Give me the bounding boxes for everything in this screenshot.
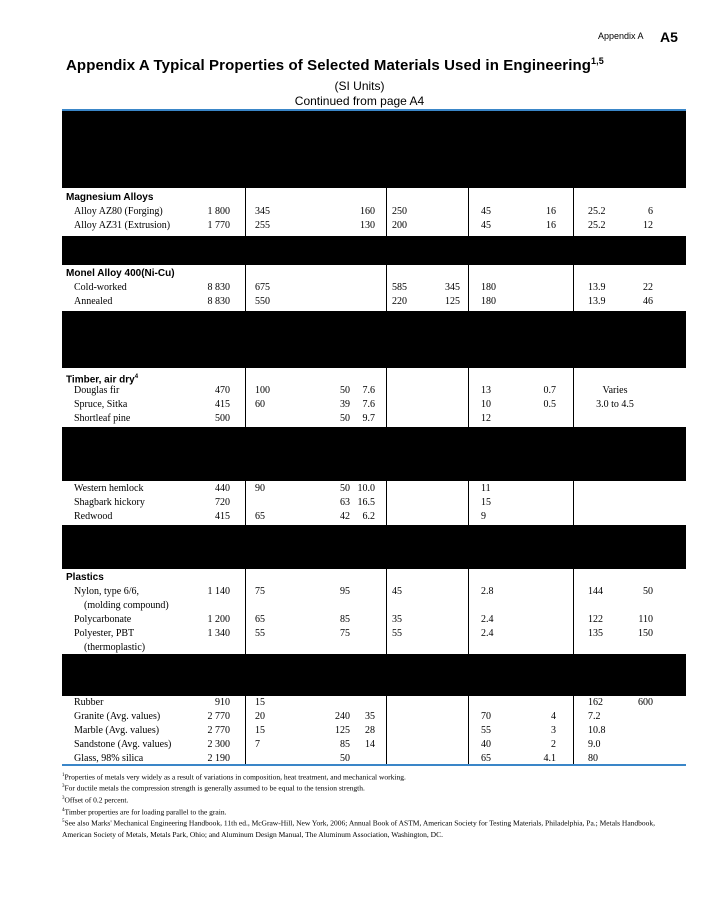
table-cell-c10: 6: [648, 206, 653, 217]
table-cell-c3: 85: [340, 739, 350, 750]
section-heading-text: Monel Alloy 400(Ni-Cu): [66, 268, 175, 279]
footnote-text: For ductile metals the compression strength is generally assumed to be equal to the tension strength.: [64, 783, 365, 793]
material-name: (thermoplastic): [84, 642, 146, 653]
table-cell-c6: 345: [445, 282, 460, 293]
table-cell-c3: 95: [340, 586, 350, 597]
section-heading-text: Magnesium Alloys: [66, 192, 154, 203]
table-cell-c9: 3.0 to 4.5: [596, 399, 634, 410]
table-cell-c7: 2.4: [481, 614, 494, 625]
material-name: Annealed: [74, 296, 113, 307]
table-cell-c3: 240: [335, 711, 350, 722]
table-cell-c5: 585: [392, 282, 407, 293]
footnote-text: Timber properties are for loading parallel to the grain.: [64, 807, 227, 817]
table-cell-c2: 60: [255, 399, 265, 410]
table-cell-c9: 13.9: [588, 282, 606, 293]
table-cell-c9: 9.0: [588, 739, 601, 750]
material-name: Rubber: [74, 697, 104, 708]
table-cell-c2: 7: [255, 739, 260, 750]
page-number: A5: [660, 29, 678, 45]
table-cell-c4: 7.6: [362, 399, 375, 410]
table-cell-c4: 9.7: [362, 413, 375, 424]
material-name: Nylon, type 6/6,: [74, 586, 139, 597]
table-cell-c1: 440: [215, 483, 230, 494]
column-divider: [573, 188, 574, 764]
table-cell-c1: 415: [215, 511, 230, 522]
material-name: Alloy AZ80 (Forging): [74, 206, 163, 217]
material-name: Sandstone (Avg. values): [74, 739, 172, 750]
material-name: Shortleaf pine: [74, 413, 131, 424]
title-text: Appendix A Typical Properties of Selected Materials Used in Engineering: [66, 57, 592, 74]
table-cell-c7: 11: [481, 483, 491, 494]
column-divider: [386, 188, 387, 764]
column-divider: [245, 188, 246, 764]
table-cell-c3: 85: [340, 614, 350, 625]
table-cell-c9: 162: [588, 697, 603, 708]
bottom-rule: [62, 764, 686, 766]
table-cell-c1: 1 200: [207, 614, 230, 625]
black-band: [62, 654, 686, 696]
table-cell-c3: 50: [340, 483, 350, 494]
table-cell-c10: 46: [643, 296, 653, 307]
table-cell-c3: 125: [335, 725, 350, 736]
table-cell-c1: 2 770: [207, 725, 230, 736]
table-cell-c4: 28: [365, 725, 375, 736]
table-cell-c5: 200: [392, 220, 407, 231]
table-cell-c9: 122: [588, 614, 603, 625]
table-cell-c7: 180: [481, 296, 496, 307]
table-cell-c2: 15: [255, 725, 265, 736]
table-cell-c3: 39: [340, 399, 350, 410]
table-cell-c1: 8 830: [207, 282, 230, 293]
table-cell-c2: 550: [255, 296, 270, 307]
table-cell-c7: 13: [481, 385, 491, 396]
table-cell-c1: 1 340: [207, 628, 230, 639]
table-cell-c8: 4: [551, 711, 556, 722]
footnote-number: 1: [62, 773, 65, 778]
title-superscript: 1,5: [591, 56, 604, 66]
table-cell-c1: 415: [215, 399, 230, 410]
table-cell-c3: 50: [340, 413, 350, 424]
table-cell-c1: 720: [215, 497, 230, 508]
table-cell-c5: 45: [392, 586, 402, 597]
table-cell-c9: 80: [588, 753, 598, 764]
table-cell-c10: 150: [638, 628, 653, 639]
footnote: [62, 816, 686, 841]
units-subtitle: (SI Units): [334, 79, 385, 93]
table-cell-c10: 600: [638, 697, 653, 708]
material-name: Shagbark hickory: [74, 497, 145, 508]
black-band: [62, 236, 686, 265]
material-name: Redwood: [74, 511, 113, 522]
table-cell-c7: 45: [481, 206, 491, 217]
table-cell-c1: 470: [215, 385, 230, 396]
table-cell-c7: 10: [481, 399, 491, 410]
material-name: Cold-worked: [74, 282, 127, 293]
table-cell-c7: 55: [481, 725, 491, 736]
material-name: (molding compound): [84, 600, 169, 611]
table-cell-c4: 14: [365, 739, 375, 750]
section-heading: [66, 268, 175, 280]
table-cell-c9: 13.9: [588, 296, 606, 307]
table-cell-c4: 160: [360, 206, 375, 217]
continued-note: Continued from page A4: [294, 94, 425, 108]
table-cell-c2: 15: [255, 697, 265, 708]
table-cell-c1: 910: [215, 697, 230, 708]
table-cell-c7: 65: [481, 753, 491, 764]
table-cell-c8: 4.1: [543, 753, 556, 764]
column-header-band: [62, 111, 686, 188]
table-cell-c9: 135: [588, 628, 603, 639]
material-name: Glass, 98% silica: [74, 753, 144, 764]
table-cell-c9: 7.2: [588, 711, 601, 722]
table-cell-c8: 0.7: [543, 385, 556, 396]
footnote-number: 3: [62, 796, 65, 801]
table-cell-c9: 25.2: [588, 206, 606, 217]
section-heading: [66, 192, 153, 204]
footnote-number: 3: [62, 784, 65, 789]
table-cell-c4: 16.5: [357, 497, 375, 508]
table-cell-c1: 8 830: [207, 296, 230, 307]
section-heading-text: Plastics: [66, 572, 104, 583]
table-cell-c2: 55: [255, 628, 265, 639]
table-cell-c8: 3: [551, 725, 556, 736]
table-cell-c7: 70: [481, 711, 491, 722]
table-cell-c9: 25.2: [588, 220, 606, 231]
table-cell-c1: 2 190: [207, 753, 230, 764]
table-cell-c2: 675: [255, 282, 270, 293]
material-name: Douglas fir: [74, 385, 120, 396]
table-cell-c8: 16: [546, 220, 556, 231]
table-cell-c1: 1 800: [207, 206, 230, 217]
section-heading-text: Timber, air dry: [66, 374, 135, 386]
material-name: Alloy AZ31 (Extrusion): [74, 220, 171, 231]
material-name: Polycarbonate: [74, 614, 132, 625]
table-cell-c4: 6.2: [362, 511, 375, 522]
table-cell-c9: Varies: [602, 385, 628, 396]
table-cell-c7: 2.8: [481, 586, 494, 597]
table-cell-c1: 2 300: [207, 739, 230, 750]
table-cell-c2: 90: [255, 483, 265, 494]
table-cell-c3: 75: [340, 628, 350, 639]
table-cell-c2: 255: [255, 220, 270, 231]
table-cell-c7: 40: [481, 739, 491, 750]
table-cell-c5: 35: [392, 614, 402, 625]
section-heading: [66, 572, 104, 584]
table-cell-c8: 2: [551, 739, 556, 750]
table-cell-c2: 65: [255, 511, 265, 522]
table-cell-c7: 12: [481, 413, 491, 424]
footnote-text: Properties of metals very widely as a result of variations in composition, heat treatment, and mechanical working.: [64, 772, 406, 782]
table-cell-c10: 50: [643, 586, 653, 597]
table-cell-c1: 500: [215, 413, 230, 424]
black-band: [62, 525, 686, 569]
table-cell-c5: 55: [392, 628, 402, 639]
table-cell-c10: 12: [643, 220, 653, 231]
black-band: [62, 427, 686, 481]
table-cell-c2: 75: [255, 586, 265, 597]
table-cell-c8: 0.5: [543, 399, 556, 410]
table-cell-c4: 130: [360, 220, 375, 231]
table-cell-c9: 10.8: [588, 725, 606, 736]
table-cell-c3: 63: [340, 497, 350, 508]
table-cell-c5: 220: [392, 296, 407, 307]
table-cell-c5: 250: [392, 206, 407, 217]
table-cell-c7: 180: [481, 282, 496, 293]
table-cell-c2: 65: [255, 614, 265, 625]
footnote-text: See also Marks' Mechanical Engineering Handbook, 11th ed., McGraw-Hill, New York, 2006; Annual Book of ASTM, American Society for Testing Materials, Philadelphia, Pa.; Metals Handbook, American Society of Metals, Metals Park, Ohio; and Aluminum Design Manual, The Aluminum Association, Washington, DC.: [62, 818, 656, 839]
table-cell-c7: 15: [481, 497, 491, 508]
table-cell-c10: 110: [638, 614, 653, 625]
material-name: Granite (Avg. values): [74, 711, 161, 722]
footnote-number: 5: [62, 819, 65, 824]
table-cell-c8: 16: [546, 206, 556, 217]
table-cell-c7: 45: [481, 220, 491, 231]
table-cell-c2: 100: [255, 385, 270, 396]
table-cell-c1: 2 770: [207, 711, 230, 722]
table-cell-c2: 345: [255, 206, 270, 217]
material-name: Polyester, PBT: [74, 628, 135, 639]
black-band: [62, 311, 686, 368]
material-name: Spruce, Sitka: [74, 399, 128, 410]
table-cell-c1: 1 140: [207, 586, 230, 597]
table-cell-c4: 7.6: [362, 385, 375, 396]
table-cell-c4: 35: [365, 711, 375, 722]
material-name: Western hemlock: [74, 483, 144, 494]
table-cell-c7: 9: [481, 511, 486, 522]
table-cell-c6: 125: [445, 296, 460, 307]
table-cell-c9: 144: [588, 586, 603, 597]
page-title: [66, 56, 604, 74]
table-cell-c10: 22: [643, 282, 653, 293]
table-cell-c3: 42: [340, 511, 350, 522]
table-cell-c2: 20: [255, 711, 265, 722]
table-cell-c4: 10.0: [357, 483, 375, 494]
running-header-label: Appendix A: [598, 31, 644, 41]
table-cell-c1: 1 770: [207, 220, 230, 231]
table-cell-c7: 2.4: [481, 628, 494, 639]
footnote-number: 4: [62, 808, 65, 813]
material-name: Marble (Avg. values): [74, 725, 160, 736]
footnote-text: Offset of 0.2 percent.: [64, 795, 129, 805]
column-divider: [468, 188, 469, 764]
section-heading-superscript: 4: [134, 374, 139, 380]
table-cell-c3: 50: [340, 753, 350, 764]
table-cell-c3: 50: [340, 385, 350, 396]
